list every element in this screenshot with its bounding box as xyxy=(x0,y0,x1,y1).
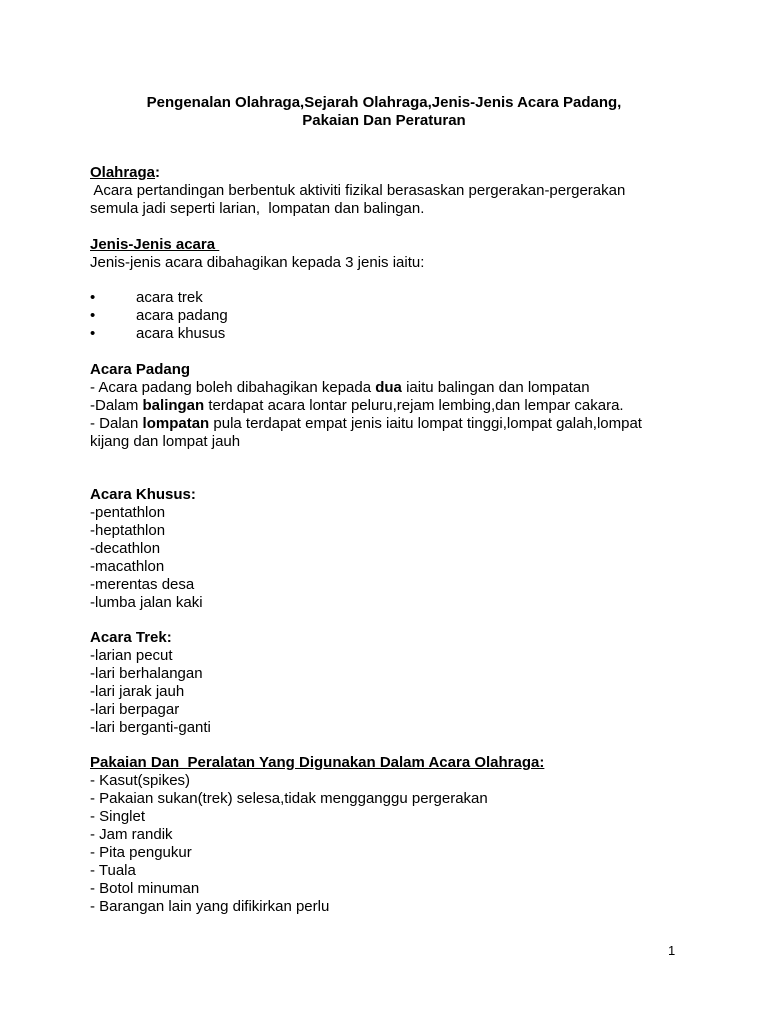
list-item: -lumba jalan kaki xyxy=(90,594,203,611)
list-item: -lari berganti-ganti xyxy=(90,719,211,736)
olahraga-definition-line-2: semula jadi seperti larian, lompatan dan balingan. xyxy=(90,200,425,217)
list-item: -decathlon xyxy=(90,540,161,557)
page-number: 1 xyxy=(668,943,676,958)
section-heading-pakaian-peralatan: Pakaian Dan Peralatan Yang Digunakan Dalam Acara Olahraga: xyxy=(90,754,545,771)
section-heading-olahraga xyxy=(90,164,160,182)
text-segment: - Acara padang boleh dibahagikan kepada xyxy=(90,379,376,396)
acara-padang-line-2 xyxy=(90,397,624,415)
bold-text-segment: balingan xyxy=(142,397,205,414)
bullet-icon: • xyxy=(90,325,96,342)
list-item: -macathlon xyxy=(90,558,165,575)
list-item: - Pita pengukur xyxy=(90,844,192,861)
list-item: acara padang xyxy=(136,307,228,324)
list-item: -lari berpagar xyxy=(90,701,180,718)
text-segment: - Dalan xyxy=(90,415,143,432)
list-item: - Tuala xyxy=(90,862,136,879)
list-item: -pentathlon xyxy=(90,504,166,521)
document-title-line-1: Pengenalan Olahraga,Sejarah Olahraga,Jenis-Jenis Acara Padang, xyxy=(146,94,622,111)
list-item: acara khusus xyxy=(136,325,226,342)
acara-padang-line-3 xyxy=(90,415,642,433)
acara-padang-line-1 xyxy=(90,379,590,397)
list-item: acara trek xyxy=(136,289,203,306)
document-title-line-2: Pakaian Dan Peraturan xyxy=(302,112,466,129)
olahraga-heading-text: Olahraga xyxy=(90,164,156,181)
list-item: -larian pecut xyxy=(90,647,173,664)
acara-padang-line-4: kijang dan lompat jauh xyxy=(90,433,241,450)
jenis-acara-intro: Jenis-jenis acara dibahagikan kepada 3 jenis iaitu: xyxy=(90,254,425,271)
list-item: - Barangan lain yang difikirkan perlu xyxy=(90,898,330,915)
list-item: - Jam randik xyxy=(90,826,173,843)
list-item: - Pakaian sukan(trek) selesa,tidak mengganggu pergerakan xyxy=(90,790,488,807)
section-heading-jenis-acara: Jenis-Jenis acara xyxy=(90,236,220,253)
list-item: -heptathlon xyxy=(90,522,166,539)
bullet-icon: • xyxy=(90,307,96,324)
section-heading-acara-padang: Acara Padang xyxy=(90,361,191,378)
text-segment: pula terdapat empat jenis iaitu lompat tinggi,lompat galah,lompat xyxy=(209,415,642,432)
text-segment: -Dalam xyxy=(90,397,143,414)
section-heading-acara-khusus: Acara Khusus: xyxy=(90,486,196,503)
bold-text-segment: dua xyxy=(375,379,402,396)
bullet-icon: • xyxy=(90,289,96,306)
bold-text-segment: lompatan xyxy=(142,415,210,432)
list-item: - Botol minuman xyxy=(90,880,200,897)
list-item: -lari berhalangan xyxy=(90,665,203,682)
section-heading-acara-trek: Acara Trek: xyxy=(90,629,172,646)
text-segment: iaitu balingan dan lompatan xyxy=(401,379,590,396)
list-item: - Singlet xyxy=(90,808,146,825)
list-item: - Kasut(spikes) xyxy=(90,772,191,789)
olahraga-heading-colon: : xyxy=(155,164,161,181)
list-item: -merentas desa xyxy=(90,576,195,593)
text-segment: terdapat acara lontar peluru,rejam lembing,dan lempar cakara. xyxy=(204,397,624,414)
olahraga-definition-line-1: Acara pertandingan berbentuk aktiviti fizikal berasaskan pergerakan-pergerakan xyxy=(90,182,626,199)
list-item: -lari jarak jauh xyxy=(90,683,185,700)
